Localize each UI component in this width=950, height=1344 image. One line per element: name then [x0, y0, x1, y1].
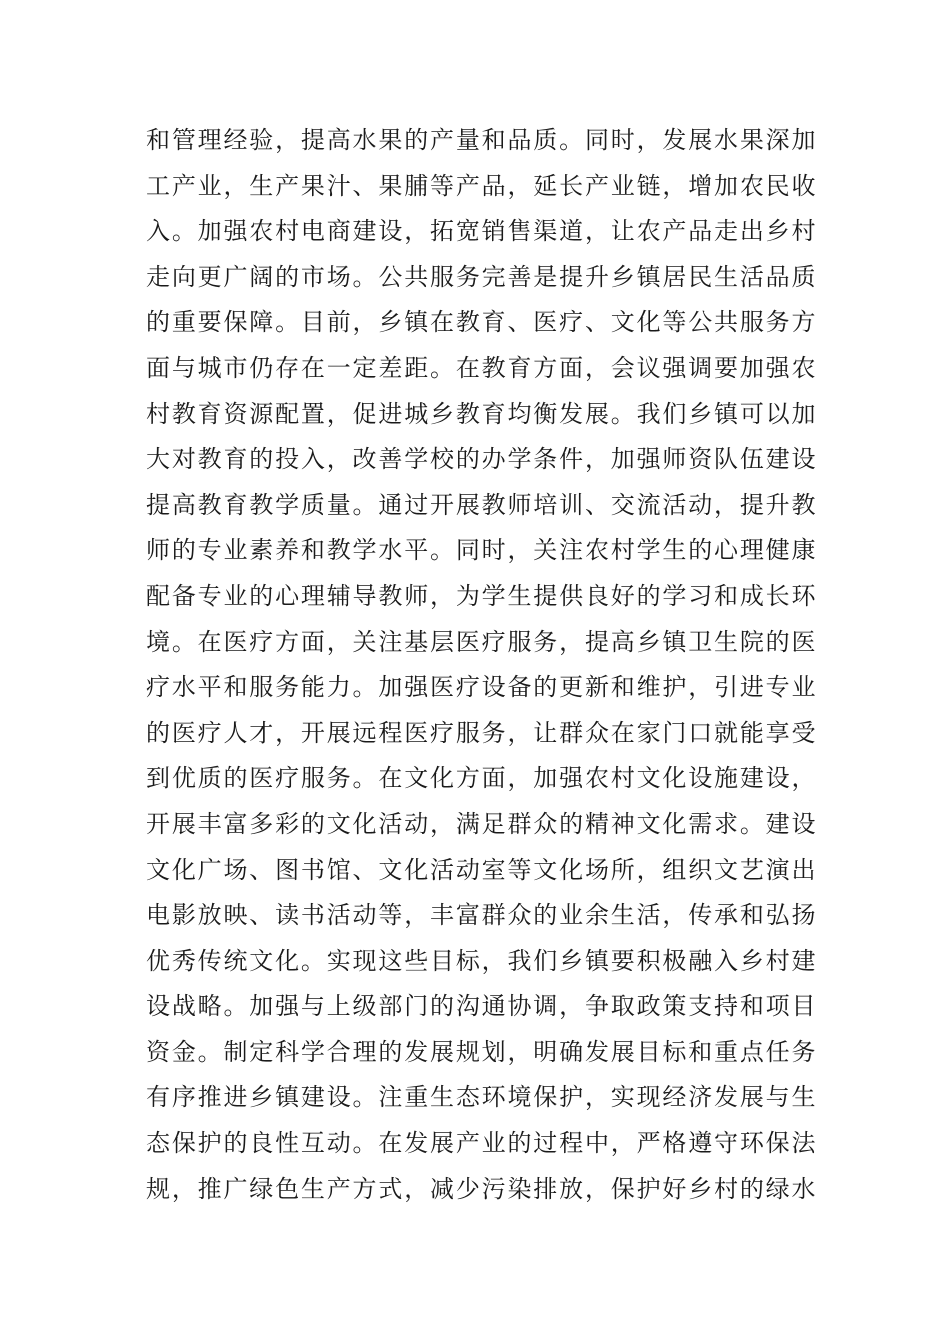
- text-line: 面与城市仍存在一定差距。在教育方面，会议强调要加强农: [146, 353, 816, 382]
- text-line: 的医疗人才，开展远程医疗服务，让群众在家门口就能享受: [146, 718, 816, 747]
- text-line: 走向更广阔的市场。公共服务完善是提升乡镇居民生活品质: [146, 262, 816, 291]
- text-line: 师的专业素养和教学水平。同时，关注农村学生的心理健康: [146, 536, 816, 565]
- text-line: 的重要保障。目前，乡镇在教育、医疗、文化等公共服务方: [146, 308, 816, 337]
- text-line: 和管理经验，提高水果的产量和品质。同时，发展水果深加: [146, 126, 816, 154]
- body-text: [146, 118, 816, 1212]
- text-line: 开展丰富多彩的文化活动，满足群众的精神文化需求。建设: [146, 809, 816, 838]
- text-line: 态保护的良性互动。在发展产业的过程中，严格遵守环保法: [146, 1129, 816, 1158]
- text-line: 资金。制定科学合理的发展规划，明确发展目标和重点任务: [146, 1037, 816, 1066]
- text-line: 工产业，生产果汁、果脯等产品，延长产业链，增加农民收: [146, 171, 816, 200]
- text-line: 大对教育的投入，改善学校的办学条件，加强师资队伍建设: [146, 445, 816, 474]
- text-line: 到优质的医疗服务。在文化方面，加强农村文化设施建设，: [146, 764, 816, 793]
- text-line: 电影放映、读书活动等，丰富群众的业余生活，传承和弘扬: [146, 901, 816, 930]
- text-line: 优秀传统文化。实现这些目标，我们乡镇要积极融入乡村建: [146, 946, 816, 975]
- text-line: 境。在医疗方面，关注基层医疗服务，提高乡镇卫生院的医: [146, 627, 816, 656]
- text-line: 配备专业的心理辅导教师，为学生提供良好的学习和成长环: [146, 581, 816, 610]
- text-line: 有序推进乡镇建设。注重生态环境保护，实现经济发展与生: [146, 1083, 816, 1112]
- text-line: 文化广场、图书馆、文化活动室等文化场所，组织文艺演出: [146, 855, 816, 884]
- text-line: 村教育资源配置，促进城乡教育均衡发展。我们乡镇可以加: [146, 399, 816, 428]
- text-line: 提高教育教学质量。通过开展教师培训、交流活动，提升教: [146, 490, 816, 519]
- text-line: 疗水平和服务能力。加强医疗设备的更新和维护，引进专业: [146, 673, 816, 702]
- text-line: 规，推广绿色生产方式，减少污染排放，保护好乡村的绿水: [146, 1174, 816, 1203]
- text-line: 设战略。加强与上级部门的沟通协调，争取政策支持和项目: [146, 992, 816, 1021]
- text-line: 入。加强农村电商建设，拓宽销售渠道，让农产品走出乡村: [146, 217, 816, 246]
